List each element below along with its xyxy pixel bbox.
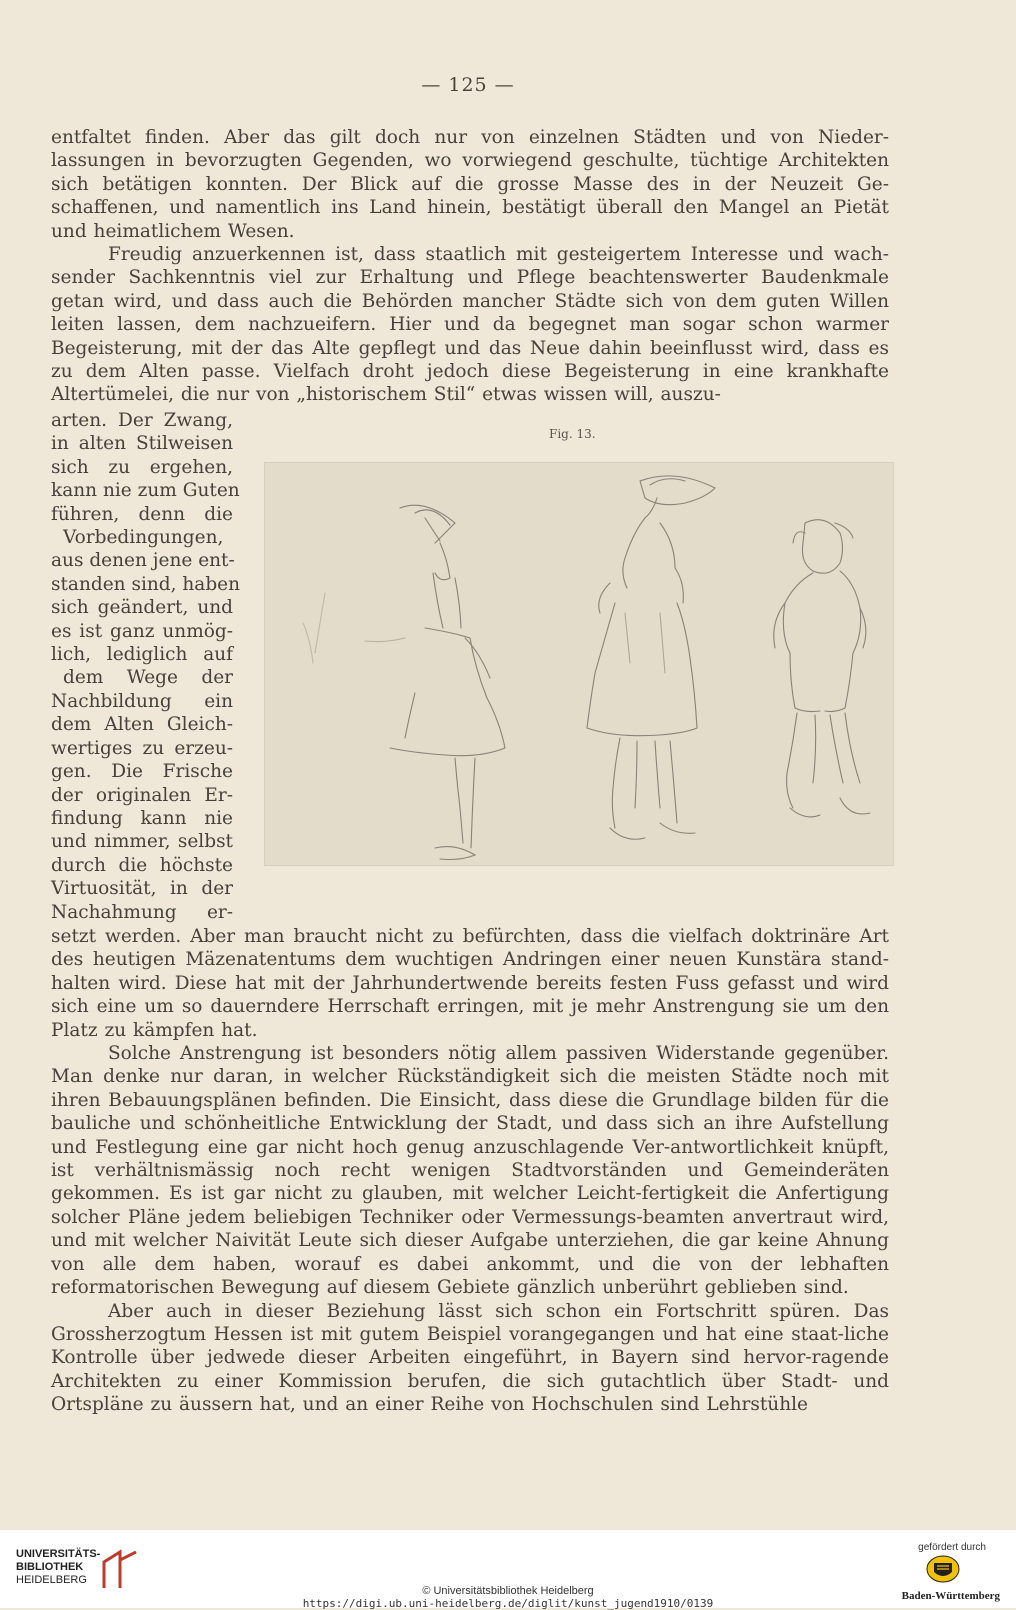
- paragraph: Aber auch in dieser Beziehung lässt sich schon ein Fortschritt spüren. Das Grossherzogtum Hessen ist mit gutem Beispiel vorangegangen und hat eine staat-liche Kontrolle über jedwede dieser Arbeiten eingeführt, in Bayern sind hervor-ragende Architekten zu einer Kommission berufen, die sich gutachtlich über Stadt- und Ortspläne zu äussern hat, und an einer Reihe von Hochschulen sind Lehrstühle: [51, 1300, 889, 1416]
- library-name-line: HEIDELBERG: [16, 1574, 87, 1586]
- column-line: der originalen Er-: [51, 784, 233, 806]
- funder-name: Baden-Württemberg: [901, 1590, 1000, 1602]
- column-line: gen. Die Frische: [51, 761, 233, 783]
- coat-of-arms-icon: [925, 1554, 961, 1584]
- figure-sketch-three-girls: [264, 462, 894, 866]
- text-column-beside-figure: [51, 409, 241, 924]
- digitization-footer: [0, 1530, 1016, 1608]
- column-line: dem Wege der: [63, 667, 233, 689]
- column-line: sich zu ergehen,: [51, 456, 233, 478]
- column-line: standen sind, haben: [51, 573, 241, 595]
- column-line: führen, denn die: [51, 503, 233, 525]
- copyright-notice: © Universitätsbibliothek Heidelberg: [422, 1585, 594, 1597]
- column-line: wertiges zu erzeu-: [51, 737, 233, 759]
- library-name-line: BIBLIOTHEK: [16, 1561, 84, 1573]
- column-line: und nimmer, selbst: [51, 831, 233, 853]
- column-line: sich geändert, und: [51, 597, 233, 619]
- column-line: in alten Stilweisen: [51, 433, 233, 455]
- column-line: Nachbildung ein: [51, 690, 233, 712]
- column-line: durch die höchste: [51, 854, 233, 876]
- column-line: kann nie zum Guten: [51, 480, 240, 502]
- column-line: arten. Der Zwang,: [51, 410, 233, 431]
- figure-caption: Fig. 13.: [549, 427, 596, 441]
- paragraph: Freudig anzuerkennen ist, dass staatlich mit gesteigertem Interesse und wach-sender Sachkenntnis viel zur Erhaltung und Pflege beachtenswerter Baudenkmale getan wird, und dass auch die Behörden mancher Städte sich von dem guten Willen leiten lassen, dem nachzueifern. Hier und da begegnet man sogar schon warmer Begeisterung, mit der das Alte gepflegt und das Neue dahin beeinflusst wird, dass es zu dem Alten passe. Vielfach droht jedoch diese Begeisterung in eine krankhafte Altertümelei, die nur von „historischem Stil“ etwas wissen will, auszu-: [51, 244, 889, 406]
- column-line: aus denen jene ent-: [51, 550, 235, 572]
- page-number: — 125 —: [421, 74, 515, 96]
- column-line: es ist ganz unmög-: [51, 620, 233, 642]
- column-line: findung kann nie: [51, 807, 233, 829]
- column-line: dem Alten Gleich-: [51, 714, 233, 736]
- library-name-line: UNIVERSITÄTS-: [16, 1548, 101, 1560]
- pencil-sketch: [265, 463, 893, 865]
- paragraph: Solche Anstrengung ist besonders nötig allem passiven Widerstande gegenüber. Man denke nur daran, in welcher Rückständigkeit sich die meisten Städte noch mit ihren Bebauungsplänen befinden. Die Einsicht, dass diese die Grundlage bilden für die bauliche und schönheitliche Entwicklung der Stadt, und dass sich an ihre Aufstellung und Festlegung eine gar nicht hoch genug anzuschlagende Ver-antwortlichkeit knüpft, ist verhältnismässig noch recht wenigen Stadtvorständen und Gemeinderäten gekommen. Es ist gar nicht zu glauben, mit welcher Leicht-fertigkeit die Anfertigung solcher Pläne jedem beliebigen Techniker oder Vermessungs-beamten anvertraut wird, und mit welcher Naivität Leute sich dieser Aufgabe unterziehen, die gar keine Ahnung von alle dem haben, worauf es dabei ankommt, und die von der lebhaften reformatorischen Bewegung auf diesem Gebiete gänzlich unberührt geblieben sind.: [51, 1043, 889, 1299]
- column-line: lich, lediglich auf: [51, 644, 233, 666]
- funding-label: gefördert durch: [918, 1542, 986, 1553]
- column-line: Nachahmung er-: [51, 901, 233, 923]
- column-line: Virtuosität, in der: [51, 878, 233, 900]
- paragraph: entfaltet finden. Aber das gilt doch nur von einzelnen Städten und von Nieder-lassungen in bevorzugten Gegenden, wo vorwiegend geschulte, tüchtige Architekten sich betätigen konnten. Der Blick auf die grosse Masse des in der Neuzeit Ge-schaffenen, und namentlich ins Land hinein, bestätigt überall den Mangel an Pietät und heimatlichem Wesen.: [51, 127, 889, 242]
- paragraph: setzt werden. Aber man braucht nicht zu befürchten, dass die vielfach doktrinäre Art des heutigen Mäzenatentums dem wuchtigen Andringen einer neuen Kunstära stand-halten wird. Diese hat mit der Jahrhundertwende bereits festen Fuss gefasst und wird sich eine um so dauerndere Herrschaft erringen, mit je mehr Anstrengung sie um den Platz zu kämpfen hat.: [51, 926, 889, 1041]
- text-block-bottom: [51, 925, 889, 1417]
- permalink-url[interactable]: https://digi.ub.uni-heidelberg.de/diglit/kunst_jugend1910/0139: [302, 1597, 714, 1610]
- text-block-top: [51, 126, 889, 407]
- column-line: Vorbedingungen,: [63, 527, 224, 549]
